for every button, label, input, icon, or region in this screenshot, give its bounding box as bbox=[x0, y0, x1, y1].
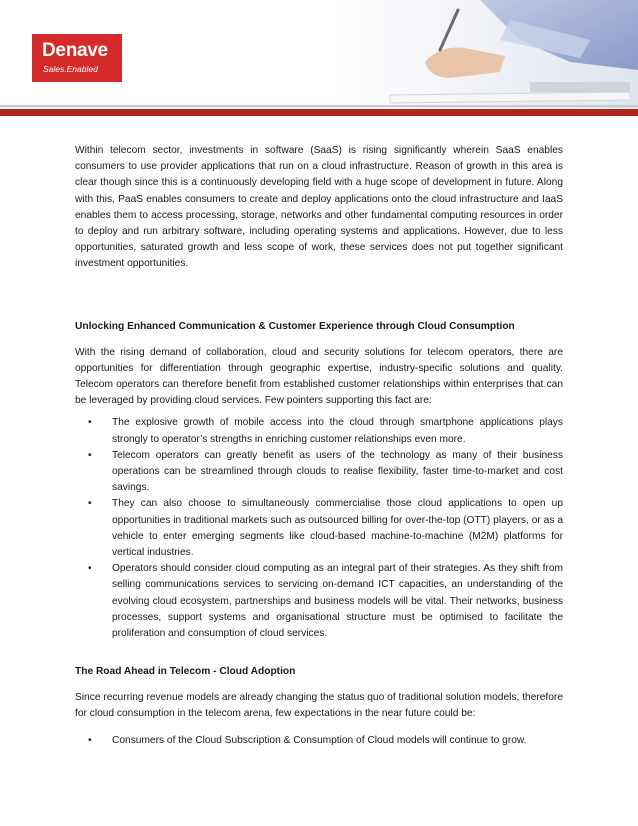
list-item-text: Operators should consider cloud computing as an integral part of their strategies. As they shift from selling communications services to servicing on-demand ICT capacities, an understanding of the evolving cloud ecosystem, partnerships and business models will be vital. Their networks, business processes, support systems and organisational structure must be optimised to facilitate the proliferation and consumption of cloud services. bbox=[112, 563, 563, 640]
list-item-text: Consumers of the Cloud Subscription & Consumption of Cloud models will continue to grow. bbox=[112, 734, 527, 746]
bullet-icon: • bbox=[88, 498, 92, 510]
list-item-text: Telecom operators can greatly benefit as users of the technology as many of their business operations can be streamlined through clouds to realise flexibility, faster time-to-market and cost savings. bbox=[112, 449, 563, 494]
page-header bbox=[0, 0, 638, 118]
list-item bbox=[75, 496, 563, 561]
document-body bbox=[75, 143, 563, 749]
section-heading-cloud-consumption: Unlocking Enhanced Communication & Customer Experience through Cloud Consumption bbox=[75, 320, 515, 332]
list-item-text: The explosive growth of mobile access into the cloud through smartphone applications plays strongly to operator’s strengths in enriching customer relationships even more. bbox=[112, 417, 563, 445]
header-photo-hand-writing bbox=[330, 0, 638, 108]
header-divider-line bbox=[0, 105, 638, 107]
logo-tagline: Sales.Enabled bbox=[43, 64, 98, 74]
denave-logo bbox=[32, 34, 122, 82]
list-item bbox=[75, 415, 563, 447]
bullet-icon: • bbox=[88, 563, 92, 575]
list-item bbox=[75, 561, 563, 642]
logo-name: Denave bbox=[42, 40, 108, 61]
section-heading-road-ahead: The Road Ahead in Telecom - Cloud Adoption bbox=[75, 666, 296, 678]
intro-paragraph: Within telecom sector, investments in software (SaaS) is rising significantly wherein SaaS enables consumers to use provider applications that run on a cloud infrastructure. Reason of growth in this area is clear though since this is a continuously developing field with a huge scope of development in future. Along with this, PaaS enables consumers to create and deploy applications onto the cloud infrastructure and IaaS enables them to access processing, storage, networks and other fundamental computing resources in order to deploy and run arbitrary software, including operating systems and applications. However, due to less opportunities, saturated growth and less scope of work, these services does not put together significant investment opportunities. bbox=[75, 145, 563, 270]
bullet-icon: • bbox=[88, 417, 92, 429]
section-paragraph: Since recurring revenue models are already changing the status quo of traditional solution models, therefore for cloud consumption in the telecom arena, few expectations in the near future could be: bbox=[75, 692, 563, 720]
list-item-text: They can also choose to simultaneously commercialise those cloud applications to open up opportunities in traditional markets such as outsourced billing for over-the-top (OTT) players, or as a vehicle to enter emerging segments like cloud-based machine-to-machine (M2M) platforms for vertical industries. bbox=[112, 498, 563, 559]
header-red-band bbox=[0, 109, 638, 116]
bullet-list bbox=[75, 733, 563, 749]
list-item bbox=[75, 448, 563, 497]
bullet-icon: • bbox=[88, 734, 92, 746]
section-paragraph: With the rising demand of collaboration, cloud and security solutions for telecom operators, there are opportunities for differentiation through geographic expertise, industry-specific solutions and quality. Telecom operators can therefore benefit from established customer relationships within enterprises that can be leveraged by providing cloud services. Few pointers supporting this fact are: bbox=[75, 346, 563, 407]
bullet-icon: • bbox=[88, 449, 92, 461]
list-item bbox=[75, 733, 563, 749]
bullet-list bbox=[75, 415, 563, 642]
